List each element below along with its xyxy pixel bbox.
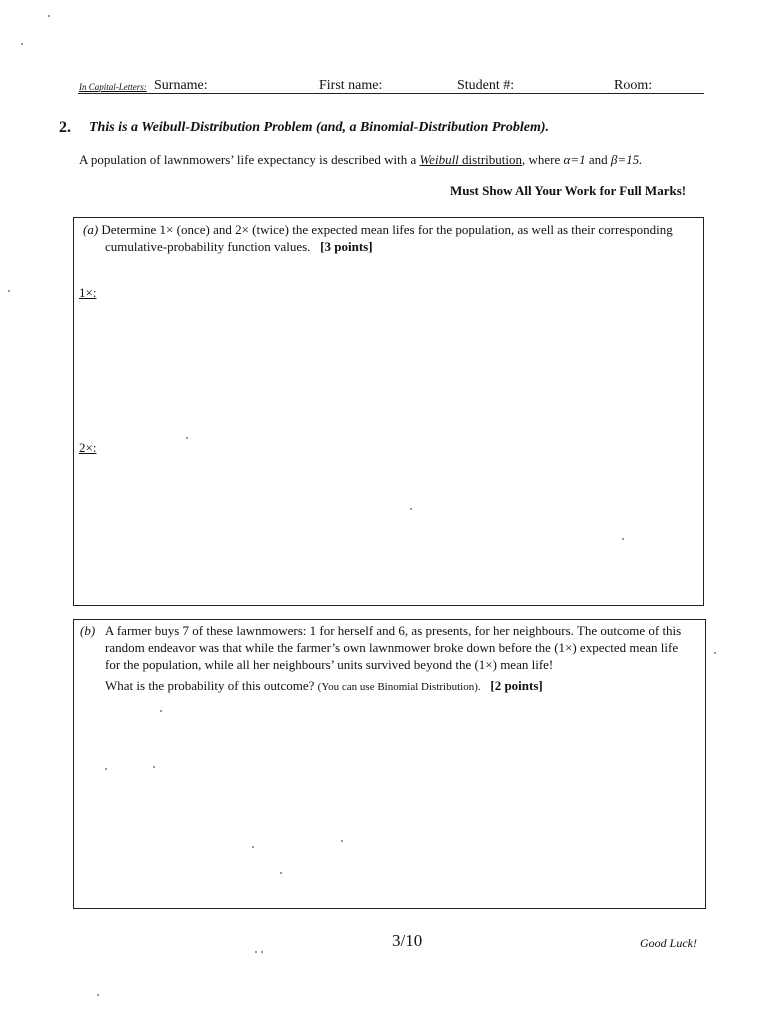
- intro-suffix: , where: [522, 152, 561, 167]
- distribution-word: distribution: [462, 152, 522, 167]
- intro-prefix: A population of lawnmowers’ life expectancy is described with a: [79, 152, 417, 167]
- scan-speck: [21, 43, 23, 45]
- room-label: Room:: [614, 78, 653, 93]
- question-intro: [79, 152, 642, 168]
- part-a-line1: Determine 1× (once) and 2× (twice) the expected mean lifes for the population, as well as their corresponding: [101, 222, 673, 237]
- scan-speck: [714, 652, 716, 654]
- scan-speck: [105, 768, 107, 770]
- part-a-prompt: [83, 221, 695, 255]
- part-a-label: (a): [83, 222, 99, 237]
- alpha-value: α=1: [563, 152, 586, 167]
- part-b-line2: random endeavor was that while the farmer’s own lawnmower broke down before the (1×) expected mean life: [105, 640, 679, 655]
- scan-speck: [48, 15, 50, 17]
- work-instruction: Must Show All Your Work for Full Marks!: [450, 183, 687, 198]
- scan-speck: [97, 994, 99, 996]
- part-a-points: [3 points]: [320, 239, 373, 254]
- surname-label: Surname:: [154, 78, 208, 93]
- scan-speck: [255, 951, 257, 953]
- and-word: and: [588, 152, 608, 167]
- scan-speck: [280, 872, 282, 874]
- part-b-line1: A farmer buys 7 of these lawnmowers: 1 for herself and 6, as presents, for her neighbours. The outcome of this: [104, 623, 682, 638]
- part-b-answer-box[interactable]: [73, 619, 706, 909]
- student-number-label: Student #:: [457, 78, 515, 93]
- scan-speck: [8, 290, 10, 292]
- scan-speck: [252, 846, 254, 848]
- good-luck-note: Good Luck!: [640, 936, 697, 950]
- page-number: 3/10: [392, 931, 423, 950]
- part-b-line3: for the population, while all her neighbours’ units survived beyond the (1×) mean life!: [105, 657, 554, 672]
- scan-speck: [410, 508, 412, 510]
- question-number: 2.: [59, 119, 71, 136]
- scan-speck: [341, 840, 343, 842]
- part-b-label: (b): [80, 623, 96, 638]
- part-b-points: [2 points]: [490, 678, 543, 693]
- first-name-label: First name:: [319, 78, 383, 93]
- weibull-word: Weibull: [419, 152, 459, 167]
- scan-speck: [160, 710, 162, 712]
- scan-speck: [186, 437, 188, 439]
- question-title: This is a Weibull-Distribution Problem (and, a Binomial-Distribution Problem).: [89, 120, 549, 135]
- capital-letters-note: In Capital-Letters:: [79, 82, 147, 92]
- part-b-question: [105, 677, 695, 696]
- scan-speck: [153, 766, 155, 768]
- beta-value: β=15.: [610, 152, 643, 167]
- scan-speck: [261, 951, 263, 953]
- part-b-prompt: [80, 622, 700, 673]
- part-b-hint: (You can use Binomial Distribution).: [317, 681, 481, 693]
- part-b-question-text: What is the probability of this outcome?: [105, 678, 315, 693]
- part-a-once-label: 1×:: [79, 285, 97, 300]
- part-a-line2: cumulative-probability function values.: [105, 239, 311, 254]
- header-underline: [78, 93, 704, 94]
- part-a-twice-label: 2×:: [79, 440, 97, 455]
- scan-speck: [622, 538, 624, 540]
- part-a-answer-box[interactable]: [73, 217, 704, 606]
